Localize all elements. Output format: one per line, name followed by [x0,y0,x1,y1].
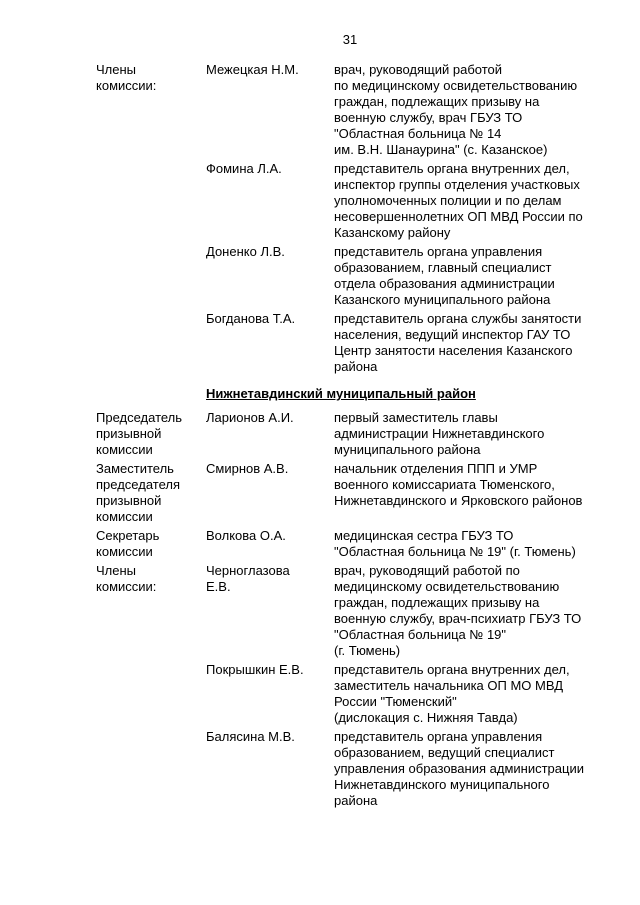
member-role: Председатель призывной комиссии [96,410,183,457]
member-row [96,461,616,525]
member-row [96,62,616,158]
member-description: представитель органа управления образованием, ведущий специалист управления образования администрации Нижнетавдинского муниципального района [334,729,584,808]
member-row [96,311,616,375]
member-description: представитель органа внутренних дел, инспектор группы отделения участковых уполномоченных полиции и по делам несовершеннолетних ОП МВД России по Казанскому району [334,161,583,240]
member-description: врач, руководящий работой по медицинскому освидетельствованию граждан, подлежащих призыву на военную службу, врач-психиатр ГБУЗ ТО "Областная больница № 19" (г. Тюмень) [334,563,582,658]
member-name: Богданова Т.А. [206,311,296,326]
member-role: Заместитель председателя призывной комиссии [96,461,181,524]
member-name: Волкова О.А. [206,528,286,543]
member-row [96,161,616,241]
member-description: представитель органа управления образованием, главный специалист отдела образования администрации Казанского муниципального района [334,244,555,307]
member-name: Балясина М.В. [206,729,295,744]
member-row [96,563,616,659]
member-role: Члены комиссии: [96,563,157,594]
member-name: Черноглазова Е.В. [206,563,290,594]
member-row [96,244,616,308]
member-description: представитель органа внутренних дел, заместитель начальника ОП МО МВД России "Тюменский" (дислокация с. Нижняя Тавда) [334,662,570,725]
member-role: Секретарь комиссии [96,528,160,559]
member-name: Смирнов А.В. [206,461,289,476]
member-row [96,528,616,560]
member-description: начальник отделения ППП и УМР военного комиссариата Тюменского, Нижнетавдинского и Ярковского районов [334,461,583,508]
member-description: медицинская сестра ГБУЗ ТО "Областная больница № 19" (г. Тюмень) [334,528,576,559]
member-name: Фомина Л.А. [206,161,282,176]
member-name: Ларионов А.И. [206,410,294,425]
member-name: Доненко Л.В. [206,244,285,259]
page-number: 31 [342,32,358,47]
member-row [96,410,616,458]
member-row [96,662,616,726]
member-description: представитель органа службы занятости населения, ведущий инспектор ГАУ ТО Центр занятости населения Казанского района [334,311,582,374]
member-name: Покрышкин Е.В. [206,662,304,677]
district-heading: Нижнетавдинский муниципальный район [206,386,476,401]
member-description: первый заместитель главы администрации Нижнетавдинского муниципального района [334,410,545,457]
member-description: врач, руководящий работой по медицинскому освидетельствованию граждан, подлежащих призыву на военную службу, врач ГБУЗ ТО "Областная больница № 14 им. В.Н. Шанаурина" (с. Казанское) [334,62,578,157]
member-name: Межецкая Н.М. [206,62,299,77]
member-role: Члены комиссии: [96,62,157,93]
member-row [96,729,616,809]
document-body [96,62,616,809]
